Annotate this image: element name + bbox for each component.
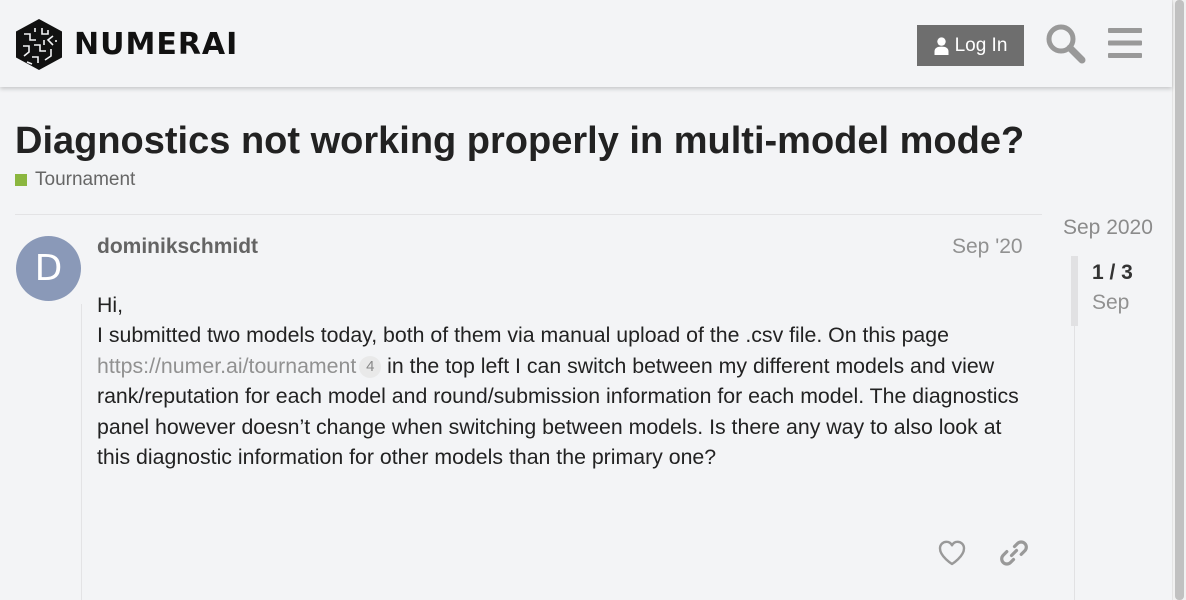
tournament-link[interactable]: https://numer.ai/tournament: [97, 353, 357, 378]
link-icon: [998, 537, 1030, 569]
site-header: [0, 0, 1172, 87]
hamburger-menu-icon: [1106, 24, 1146, 64]
link-click-count: 4: [359, 356, 381, 378]
timeline-start-date[interactable]: Sep 2020: [1063, 216, 1153, 239]
category-label: Tournament: [35, 169, 136, 190]
timeline-post-counter: 1 / 3: [1092, 261, 1133, 284]
login-button[interactable]: [917, 25, 1024, 66]
scrollbar-thumb[interactable]: [1175, 0, 1184, 600]
avatar[interactable]: [16, 236, 81, 301]
post-username[interactable]: dominikschmidt: [97, 235, 259, 258]
post-gutter-line: [81, 304, 82, 600]
category-badge[interactable]: [15, 169, 135, 191]
share-link-button[interactable]: [998, 537, 1030, 569]
site-logo[interactable]: [15, 18, 238, 71]
timeline-track[interactable]: [1074, 326, 1075, 600]
topic-divider: [15, 214, 1042, 215]
like-button[interactable]: [936, 537, 968, 569]
post-line-1: I submitted two models today, both of them via manual upload of the .csv file. On this page: [97, 323, 949, 348]
avatar-letter: D: [34, 248, 63, 289]
user-icon: [934, 37, 949, 55]
timeline-current-date: Sep: [1092, 291, 1130, 314]
topic-title[interactable]: Diagnostics not working properly in multi-model mode?: [15, 120, 1025, 162]
search-button[interactable]: [1044, 22, 1086, 64]
search-icon: [1044, 22, 1086, 64]
brand-name: NUMERAI: [74, 27, 239, 62]
post-body: [97, 290, 1037, 472]
post-date[interactable]: Sep '20: [952, 235, 1023, 258]
login-label: Log In: [954, 34, 1008, 56]
category-color-swatch: [15, 174, 27, 186]
hamburger-menu-button[interactable]: [1106, 24, 1146, 64]
timeline-scroller-handle[interactable]: [1071, 256, 1078, 326]
page-scrollbar[interactable]: [1172, 0, 1186, 600]
post-continuation: in the top left I can switch between my different models and view rank/reputation for each model and round/submission information for each model. The diagnostics panel however doesn’t change when switching between models. Is there any way to also look at this diagnostic information for other models than the primary one?: [97, 353, 1019, 470]
heart-icon: [936, 537, 968, 569]
post-paragraph: [97, 351, 1037, 473]
post-greeting: Hi,: [97, 293, 124, 317]
numerai-logo-icon: [15, 18, 63, 71]
